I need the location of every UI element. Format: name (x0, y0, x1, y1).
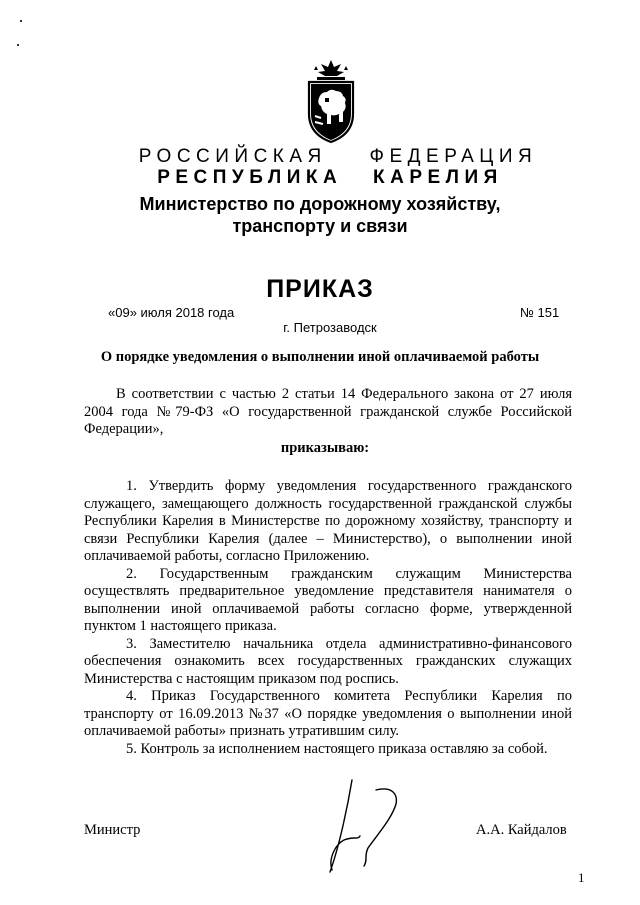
document-city: г. Петрозаводск (283, 320, 377, 335)
document-subject: О порядке уведомления о выполнении иной оплачиваемой работы (100, 349, 540, 365)
ministry-line-2: транспорту и связи (232, 216, 408, 236)
order-item-3: 3. Заместителю начальника отдела административно-финансового обеспечения ознакомить всех государственных гражданских служащих Министерства с настоящим приказом под роспись. (84, 635, 572, 687)
document-title: ПРИКАЗ (266, 275, 374, 303)
document-number: № 151 (520, 305, 560, 320)
order-word: приказываю: (280, 440, 370, 456)
page-number: 1 (578, 870, 585, 885)
karelia-coat-of-arms-icon (303, 58, 359, 144)
ministry-heading (0, 193, 640, 237)
document-date: «09» июля 2018 года (108, 305, 235, 320)
order-item-4: 4. Приказ Государственного комитета Республики Карелия по транспорту от 16.09.2013 №37 «О порядке уведомления о выполнении иной оплачиваемой работы» признать утратившим силу. (84, 688, 572, 739)
order-item-5: 5. Контроль за исполнением настоящего приказа оставляю за собой. (126, 740, 548, 757)
handwritten-signature (318, 774, 422, 878)
scan-speck (17, 44, 19, 46)
intro-paragraph (84, 386, 572, 439)
scan-speck (20, 20, 22, 22)
order-item-2: 2. Государственным гражданским служащим Министерства осуществлять предварительное уведомление представителя нанимателя о выполнении иной оплачиваемой работы согласно форме, утвержденной пунктом 1 настоящего приказа. (84, 565, 572, 634)
republic-heading: РЕСПУБЛИКА КАРЕЛИЯ (157, 167, 503, 188)
order-item-1: 1. Утвердить форму уведомления государственного гражданского служащего, замещающего должность государственной гражданской службы Республики Карелия в Министерстве по дорожному хозяйству, транспорту и связи Республики Карелия (далее – Министерство), о выполнении иной оплачиваемой работы, согласно Приложению. (84, 478, 572, 564)
ministry-line-1: Министерство по дорожному хозяйству, (139, 194, 501, 214)
country-heading: РОССИЙСКАЯ ФЕДЕРАЦИЯ (138, 146, 538, 167)
order-items (84, 478, 572, 758)
signer-title: Министр (84, 822, 141, 838)
signer-name: А.А. Кайдалов (476, 822, 567, 838)
intro-text: В соответствии с частью 2 статьи 14 Федерального закона от 27 июля 2004 года №79-ФЗ «О государственной гражданской службе Российской Федерации», (84, 386, 572, 437)
